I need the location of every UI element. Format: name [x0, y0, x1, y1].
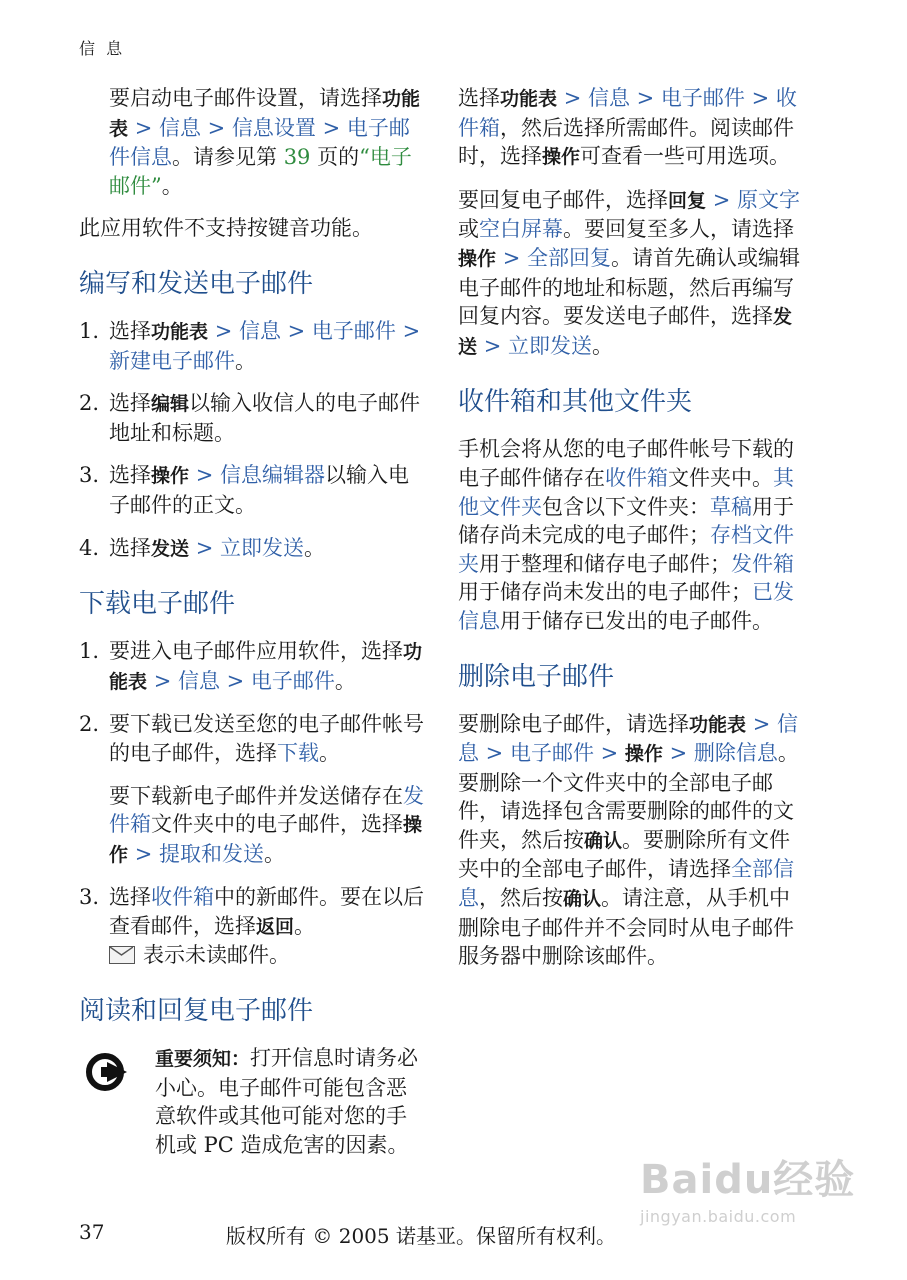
list-item: 2. 选择编辑以输入收信人的电子邮件地址和标题。 [79, 391, 421, 445]
important-notice: 重要须知：打开信息时请务必小心。电子邮件可能包含恶意软件或其他可能对您的手机或 PC 造成危害的因素。 [79, 1044, 425, 1159]
copyright-notice: 版权所有 © 2005 诺基亚。保留所有权利。 [226, 1224, 616, 1248]
page-ref: 39 [283, 145, 311, 170]
baidu-logo: Baidu经验 [640, 1157, 856, 1203]
reply-email-paragraph: 要回复电子邮件，选择回复 > 原文字或空白屏幕。要回复至多人，请选择操作 > 全部回复。请首先确认或编辑电子邮件的地址和标题，然后再编写回复内容。要发送电子邮件，选择发送 > 立即发送。 [458, 187, 800, 358]
heading-compose: 编写和发送电子邮件 [79, 268, 314, 299]
section-ref: “电子邮件” [109, 145, 412, 198]
left-column [79, 84, 425, 1159]
right-column [458, 84, 806, 985]
heading-delete: 删除电子邮件 [458, 661, 615, 692]
list-item: 1. 选择功能表 > 信息 > 电子邮件 > 新建电子邮件。 [79, 318, 421, 373]
running-header: 信 息 [79, 39, 126, 58]
read-email-paragraph: 选择功能表 > 信息 > 电子邮件 > 收件箱，然后选择所需邮件。阅读邮件时，选择操作可查看一些可用选项。 [458, 86, 797, 169]
delete-paragraph: 要删除电子邮件，请选择功能表 > 信息 > 电子邮件 > 操作 > 删除信息。要删除一个文件夹中的全部电子邮件，请选择包含需要删除的邮件的文件夹，然后按确认。要删除所有文件夹中的全部电子邮件，请选择全部信息，然后按确认。请注意，从手机中删除电子邮件并不会同时从电子邮件服务器中删除该邮件。 [458, 711, 799, 969]
list-item: 2. 要下载已发送至您的电子邮件帐号的电子邮件，选择下载。 要下载新电子邮件并发送储存在发件箱文件夹中的电子邮件，选择操作 > 提取和发送。 [79, 712, 424, 866]
heading-folders: 收件箱和其他文件夹 [458, 387, 693, 418]
envelope-icon [109, 946, 135, 964]
download-steps [79, 637, 425, 970]
keytone-note: 此应用软件不支持按键音功能。 [79, 216, 373, 241]
email-setup-intro: 要启动电子邮件设置，请选择功能表 > 信息 > 信息设置 > 电子邮件信息。请参见第 39 页的“电子邮件”。 [109, 86, 421, 198]
folders-paragraph: 手机会将从您的电子邮件帐号下载的电子邮件储存在收件箱文件夹中。其他文件夹包含以下文件夹：草稿用于储存尚未完成的电子邮件；存档文件夹用于整理和储存电子邮件；发件箱用于储存尚未发出的电子邮件；已发信息用于储存已发出的电子邮件。 [458, 437, 794, 633]
link-messages: 信息 [158, 115, 201, 140]
heading-read-reply: 阅读和回复电子邮件 [79, 996, 314, 1027]
important-notice-icon [83, 1050, 137, 1102]
list-item: 4. 选择发送 > 立即发送。 [79, 535, 325, 560]
list-item: 1. 要进入电子邮件应用软件，选择功能表 > 信息 > 电子邮件。 [79, 639, 423, 693]
list-item: 3. 选择操作 > 信息编辑器以输入电子邮件的正文。 [79, 463, 409, 517]
link-message-settings: 信息设置 [231, 115, 316, 140]
baidu-watermark [640, 1148, 865, 1248]
watermark-url: jingyan.baidu.com [640, 1207, 797, 1226]
page-number: 37 [79, 1220, 105, 1244]
compose-steps [79, 317, 425, 563]
link-email-messages: 电子邮件信息 [109, 115, 410, 170]
list-item: 3. 选择收件箱中的新邮件。要在以后查看邮件，选择返回。 表示未读邮件。 [79, 885, 424, 968]
heading-download: 下载电子邮件 [79, 589, 236, 620]
